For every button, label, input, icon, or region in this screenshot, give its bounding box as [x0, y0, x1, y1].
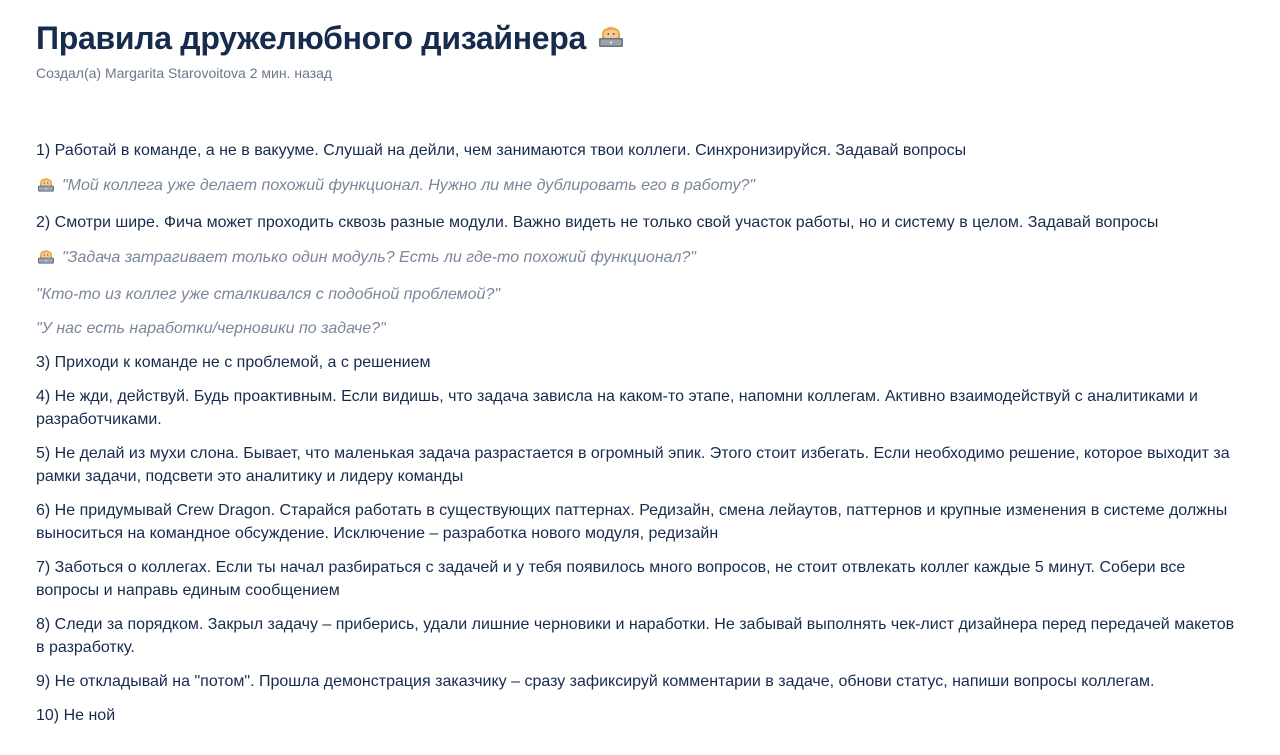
- paragraph-text: 7) Заботься о коллегах. Если ты начал разбираться с задачей и у тебя появилось много вопросов, не стоит отвлекать коллег каждые 5 минут. Собери все вопросы и направь единым сообщением: [36, 559, 1186, 599]
- quote-paragraph: [36, 245, 1244, 272]
- rule-paragraph: [36, 351, 1244, 374]
- paragraph-text: "У нас есть наработки/черновики по задаче?": [36, 320, 386, 337]
- rule-paragraph: [36, 139, 1244, 162]
- rule-paragraph: [36, 704, 1244, 727]
- paragraph-text: 6) Не придумывай Crew Dragon. Старайся работать в существующих паттернах. Редизайн, смена лейаутов, паттернов и крупные изменения в системе должны выноситься на командное обсуждение. Исключение – разработка нового модуля, редизайн: [36, 502, 1228, 542]
- rule-paragraph: [36, 613, 1244, 659]
- rule-paragraph: [36, 211, 1244, 234]
- rule-paragraph: [36, 499, 1244, 545]
- paragraph-text: 2) Смотри шире. Фича может проходить сквозь разные модули. Важно видеть не только свой участок работы, но и систему в целом. Задавай вопросы: [36, 214, 1159, 231]
- technologist-emoji-icon: [36, 173, 56, 200]
- paragraph-text: 4) Не жди, действуй. Будь проактивным. Если видишь, что задача зависла на каком-то этапе, напомни коллегам. Активно взаимодействуй с аналитиками и разработчиками.: [36, 388, 1198, 428]
- quote-paragraph: [36, 283, 1244, 306]
- paragraph-text: 10) Не ной: [36, 707, 116, 724]
- paragraph-text: "Мой коллега уже делает похожий функционал. Нужно ли мне дублировать его в работу?": [62, 177, 756, 194]
- technologist-emoji-icon: [596, 18, 626, 58]
- paragraph-text: 8) Следи за порядком. Закрыл задачу – приберись, удали лишние черновики и наработки. Не забывай выполнять чек-лист дизайнера перед передачей макетов в разработку.: [36, 616, 1235, 656]
- rule-paragraph: [36, 670, 1244, 693]
- rule-paragraph: [36, 385, 1244, 431]
- quote-paragraph: [36, 317, 1244, 340]
- rule-paragraph: [36, 556, 1244, 602]
- page-title: [36, 18, 1244, 58]
- paragraph-text: 9) Не откладывай на "потом". Прошла демонстрация заказчику – сразу зафиксируй комментарии в задаче, обнови статус, напиши вопросы коллегам.: [36, 673, 1155, 690]
- paragraph-text: "Задача затрагивает только один модуль? Есть ли где-то похожий функционал?": [62, 249, 696, 266]
- rule-paragraph: [36, 442, 1244, 488]
- paragraph-text: "Кто-то из коллег уже сталкивался с подобной проблемой?": [36, 286, 501, 303]
- page-title-text: Правила дружелюбного дизайнера: [36, 20, 587, 56]
- page-body: [36, 139, 1244, 727]
- technologist-emoji-icon: [36, 245, 56, 272]
- page-byline: Создал(а) Margarita Starovoitova 2 мин. назад: [36, 65, 333, 81]
- quote-paragraph: [36, 173, 1244, 200]
- paragraph-text: 1) Работай в команде, а не в вакууме. Слушай на дейли, чем занимаются твои коллеги. Синхронизируйся. Задавай вопросы: [36, 142, 967, 159]
- paragraph-text: 3) Приходи к команде не с проблемой, а с решением: [36, 354, 431, 371]
- paragraph-text: 5) Не делай из мухи слона. Бывает, что маленькая задача разрастается в огромный эпик. Этого стоит избегать. Если необходимо решение, которое выходит за рамки задачи, подсвети это аналитику и лидеру команды: [36, 445, 1230, 485]
